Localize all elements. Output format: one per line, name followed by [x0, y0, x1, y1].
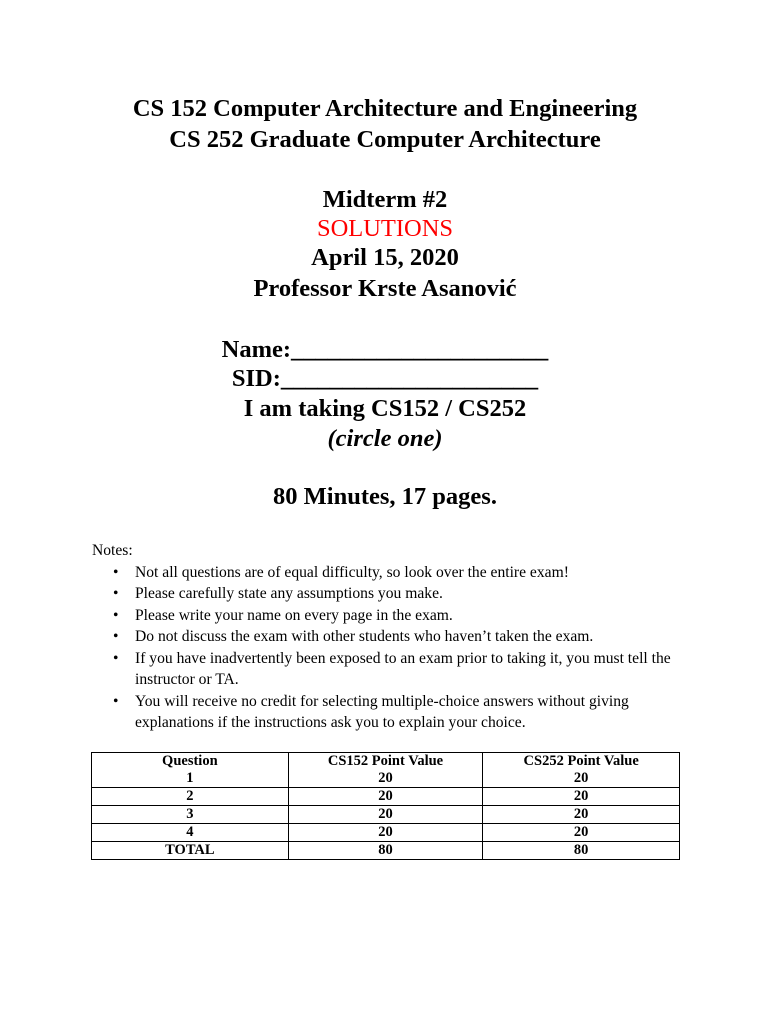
note-item: [92, 562, 692, 584]
note-item: [92, 648, 692, 691]
point-value-table: [91, 752, 680, 860]
question-cell: 3: [92, 806, 289, 824]
cs152-cell: 20: [288, 788, 483, 806]
bullet-icon: •: [113, 563, 119, 581]
circle-one-note: (circle one): [327, 425, 443, 452]
total-label-cell: TOTAL: [92, 842, 289, 860]
note-item: [92, 626, 692, 648]
table-row: [92, 806, 680, 824]
note-item: [92, 605, 692, 627]
cs252-cell: 20: [483, 770, 680, 788]
exam-title: Midterm #2: [322, 186, 448, 213]
table-row: [92, 824, 680, 842]
name-field: Name:_____________________: [221, 336, 549, 363]
solutions-label: SOLUTIONS: [316, 215, 454, 242]
notes-title: Notes:: [92, 542, 133, 559]
note-text: You will receive no credit for selecting multiple-choice answers without giving explanations if the instructions ask you to explain your choice.: [135, 692, 629, 731]
bullet-icon: •: [113, 606, 119, 624]
cs252-cell: 20: [483, 788, 680, 806]
header-question: Question: [92, 753, 289, 771]
course-title-cs152: CS 152 Computer Architecture and Engineering: [132, 95, 638, 122]
cs152-total-cell: 80: [288, 842, 483, 860]
note-item: [92, 583, 692, 605]
notes-section: [92, 540, 692, 734]
table-row: [92, 788, 680, 806]
exam-date: April 15, 2020: [311, 244, 459, 271]
table-header-row: [92, 753, 680, 771]
cs152-cell: 20: [288, 806, 483, 824]
note-text: Please carefully state any assumptions you make.: [135, 585, 443, 602]
cs252-cell: 20: [483, 806, 680, 824]
note-text: Not all questions are of equal difficulty, so look over the entire exam!: [135, 563, 569, 581]
note-text: Please write your name on every page in the exam.: [135, 606, 453, 624]
exam-duration: 80 Minutes, 17 pages.: [273, 483, 497, 510]
header-cs152-points: CS152 Point Value: [288, 753, 483, 771]
question-cell: 1: [92, 770, 289, 788]
bullet-icon: •: [113, 628, 119, 645]
bullet-icon: •: [113, 692, 119, 710]
cs252-total-cell: 80: [483, 842, 680, 860]
cs252-cell: 20: [483, 824, 680, 842]
professor-name: Professor Krste Asanović: [253, 275, 517, 302]
bullet-icon: •: [113, 585, 119, 602]
sid-field: SID:_____________________: [231, 365, 539, 392]
question-cell: 4: [92, 824, 289, 842]
cs152-cell: 20: [288, 770, 483, 788]
note-item: [92, 691, 692, 734]
cs152-cell: 20: [288, 824, 483, 842]
table-total-row: [92, 842, 680, 860]
bullet-icon: •: [113, 649, 119, 667]
table-row: [92, 770, 680, 788]
notes-list: [92, 562, 692, 734]
header-cs252-points: CS252 Point Value: [483, 753, 680, 771]
question-cell: 2: [92, 788, 289, 806]
course-choice: I am taking CS152 / CS252: [243, 395, 527, 422]
course-title-cs252: CS 252 Graduate Computer Architecture: [169, 126, 601, 153]
note-text: Do not discuss the exam with other students who haven’t taken the exam.: [135, 628, 594, 645]
note-text: If you have inadvertently been exposed to an exam prior to taking it, you must tell the instructor or TA.: [135, 649, 671, 688]
